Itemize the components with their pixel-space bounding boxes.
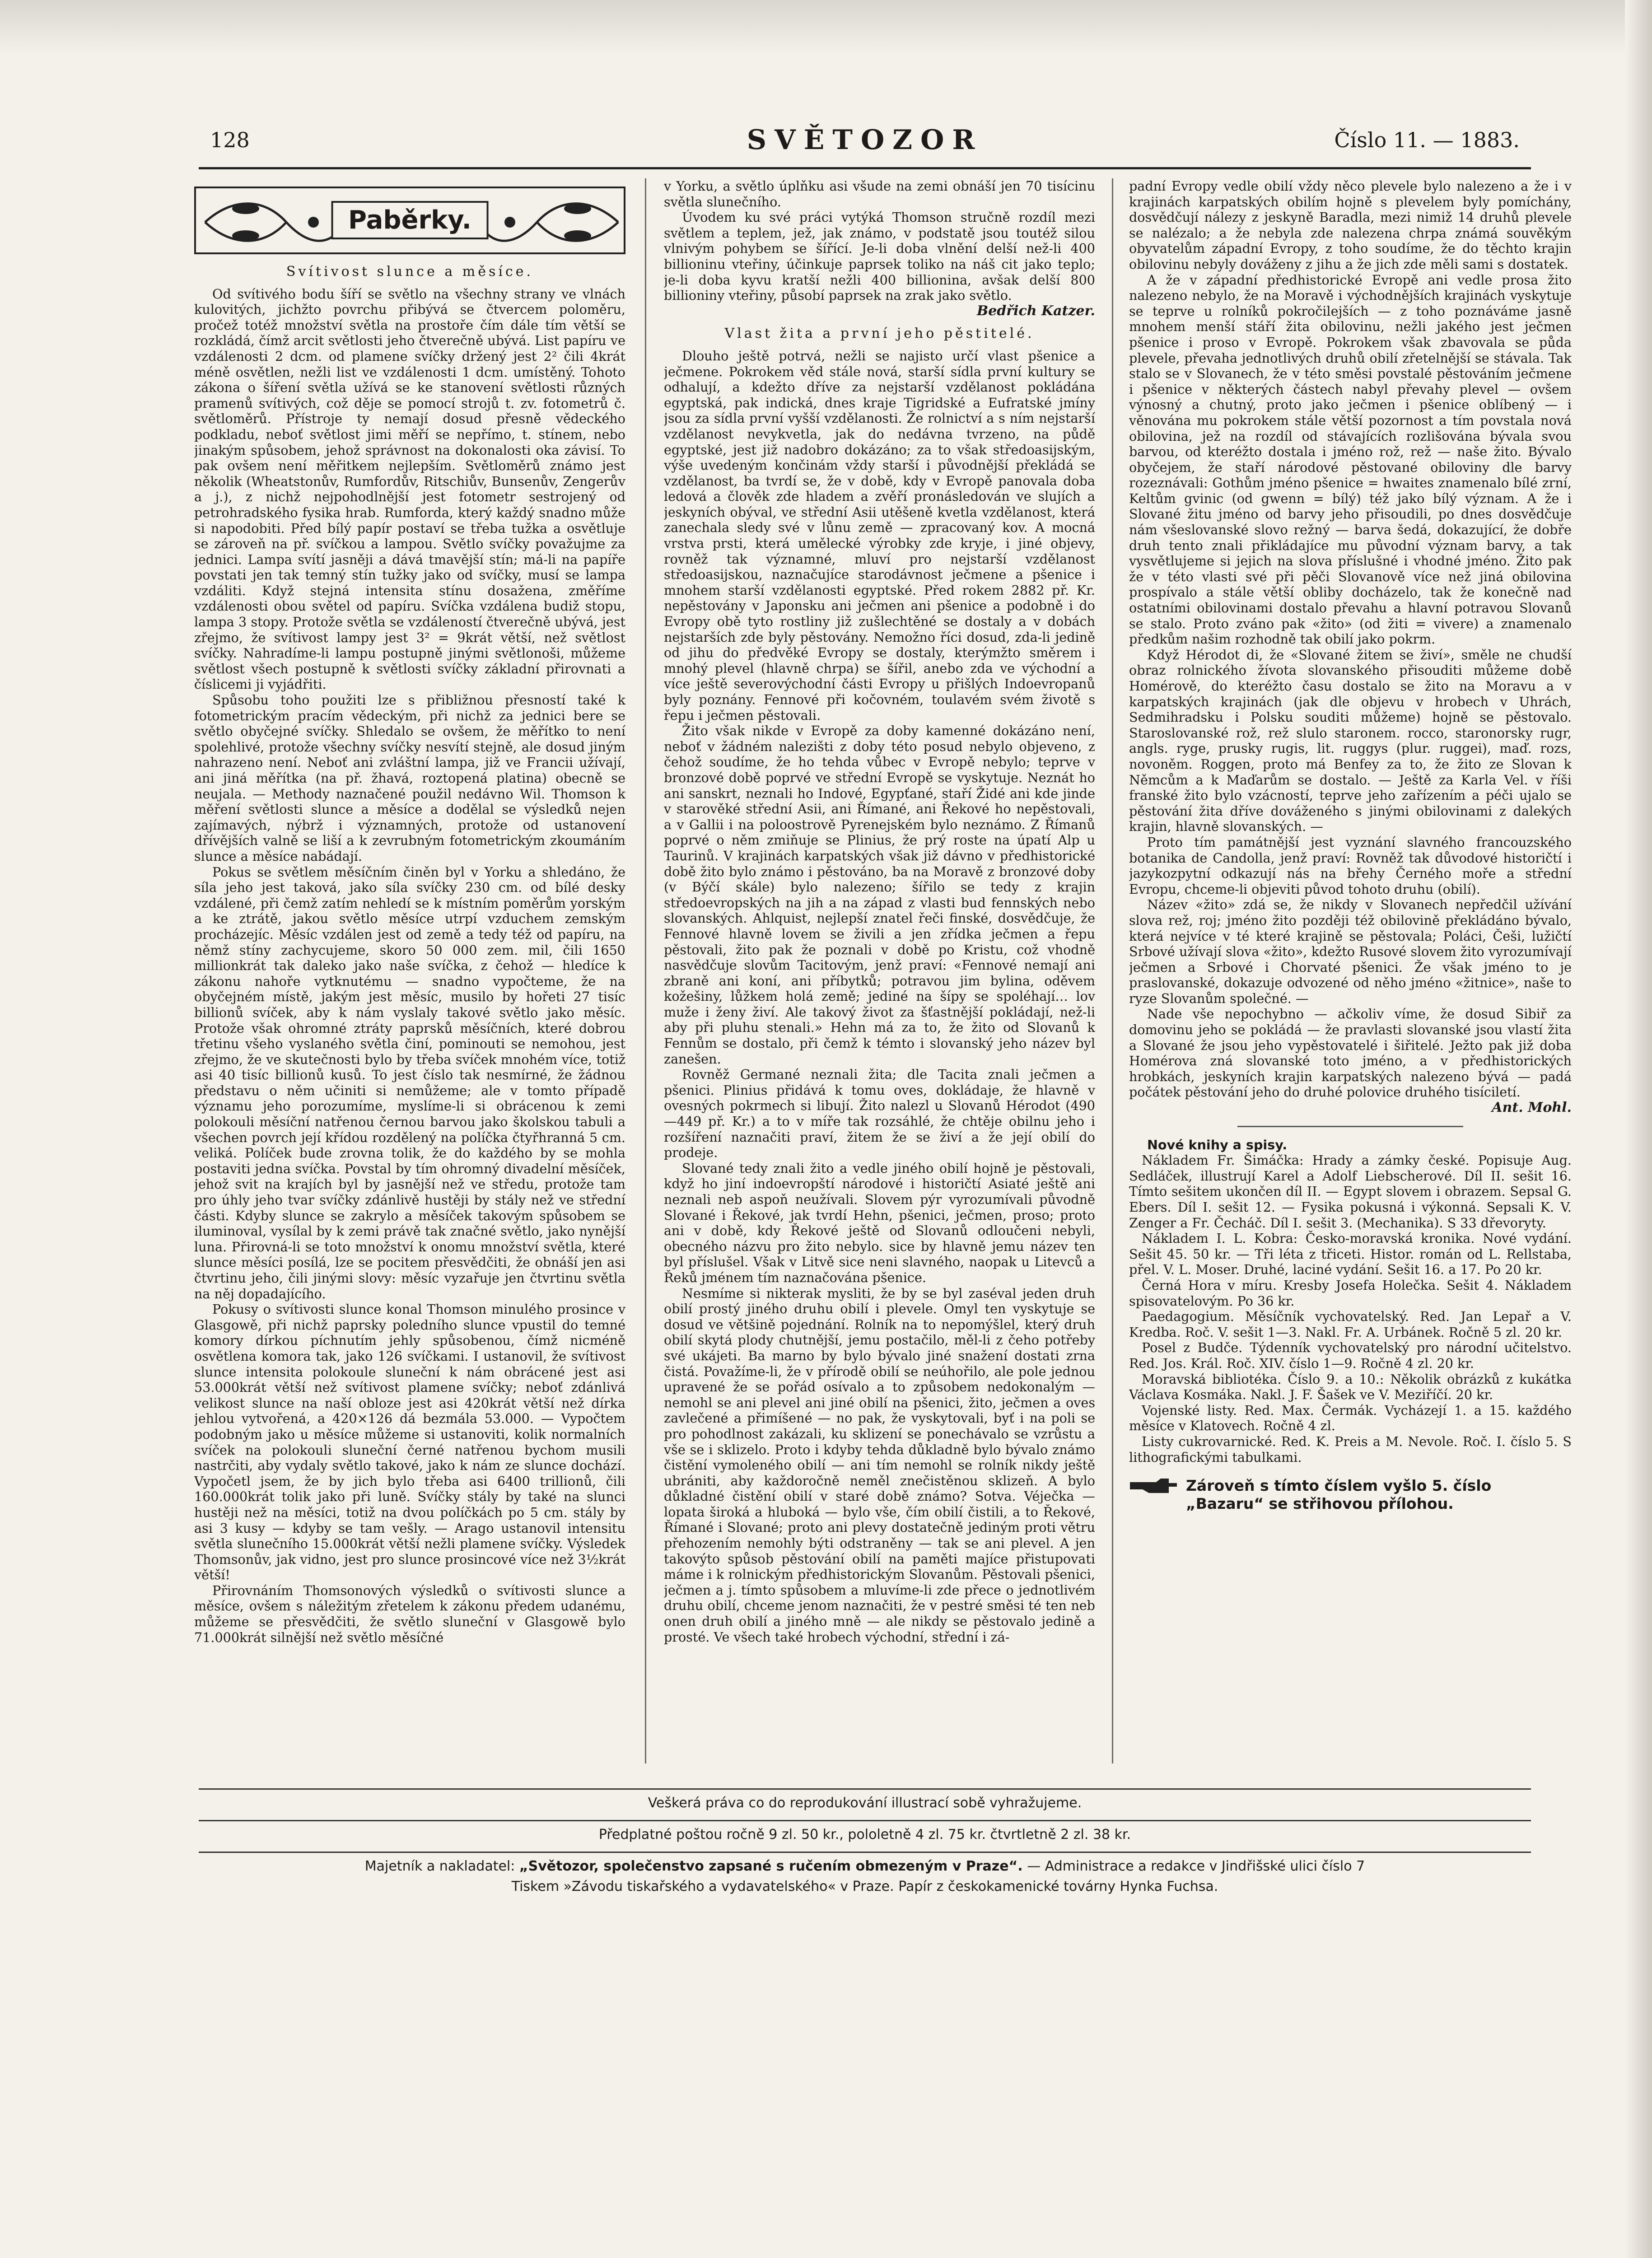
paragraph: Dlouho ještě potrvá, nežli se najisto určí vlast pšenice a ječmene. Pokrokem věd stále nová, starší sídla první kultury se odhalují, a kdežto dříve za nejstarší vzdělanost pokládána egyptská, pak indická, dnes kraje Tigridské a Eufratské jmíny jsou za sídla první vyšší vzdělanosti. Že rolnictví a s ním nejstarší vzdělanost nevykvetla, jak do nedávna tvrzeno, na půdě egyptské, jest již nadobro dokázáno; za to však středoasijským, výše uvedeným končinám vždy starší i původnější překládá se vzdělanost, ba tvrdí se, že v době, kdy v Evropě panovala doba ledová a člověk zde hladem a zvěří pronásledován ve slujích a jeskyních obýval, ve střední Asii utěšeně kvetla vzdělanost, která zanechala sledy své v lůnu země — zpracovaný kov. A mocná vrstva prsti, která umělecké výrobky zde kryje, i jiné objevy, rovněž tak významné, mluví pro nejstarší vzdělanost středoasijskou, naznačujíce starodávnost ječmene a pšenice i mnohem starší vzdělanosti egyptské. Před rokem 2882 př. Kr. nepěstovány v Japonsku ani ječmen ani pšenice a podobně i do Evropy obě tyto rostliny již zušlechtěné se dostaly a v dobách nejstarších zde byly pěstovány. Nemožno říci dosud, zda-li jedině od jihu do předvěké Evropy se dostaly, kterýmžto směrem i mnohý plevel (hlavně chrpa) se šířil, anebo zda ve východní a více ještě severovýchodní části Evropy u přišlých Indoevropanů byly poznány. Fennové při kočovném, toulavém svém životě s řepu i ječmen pěstovali. (664, 348, 1095, 723)
paragraph: Úvodem ku své práci vytýká Thomson stručně rozdíl mezi světlem a teplem, jež, jak známo, v podstatě jsou toutéž silou vlnivým pohybem se šířící. Je-li doba vlnění delší než-li 400 billioninu vteřiny, účinkuje paprsek toliko na náš cit jako teplo; je-li doba kyvu kratší nežli 400 billionina, avšak delší 800 billioniny vteřiny, působí paprsek na zrak jako světlo. (664, 210, 1095, 303)
paragraph: Nesmíme si nikterak mysliti, že by se byl zaséval jeden druh obilí prostý jiného druhu obilí i plevele. Omyl ten vyskytuje se dosud ve většině pojednání. Rolník na to nepomýšlel, který druh obilí skytá plody chutnější, jemu postačilo, měl-li z čeho potřeby své ukájeti. Ba marno by bylo bývalo jiné snažení dostati zrna čistá. Považíme-li, že v přírodě obilí se neúhořilo, ale pole jednou upravené že se pořád osívalo a to způsobem nedokonalým — nemohl se ani plevel ani jiné obilí na pšenici, žito, ječmen a oves zavlečené a přimíšené — no pak, že vyskytovali, byť i na poli se pro pohodlnost zakázali, ku sklizení se ponechávalo se vzrůstu a vše se i sklizelo. Proto i kdyby tehda důkladně bylo bývalo známo čistění vymoleného obilí — ani tím nemohl se rolník nikdy ještě ubrániti, aby každoročně neměl znečistěnou sklizeň. A bylo důkladné čistění obilí v staré době známo? Sotva. Véječka — lopata široká a hluboká — bylo vše, čím obilí čistili, a to Řekové, Římané i Slované; proto ani plevy dostatečně jediným proti větru přehozením nemohly býti odstraněny — tak se ani plevel. A jen takovýto spůsob pěstování obilí na paměti majíce přistupovati máme i k rolnickým předhistorickým Slovanům. Pěstovali pšenici, ječmen a j. tímto spůsobem a mluvíme-li zde přece o jednotlivém druhu obilí, chceme jenom naznačiti, že v pestré směsi té ten neb onen druh obilí a jiného mně — ale nikdy se pěstovalo jedině a prosté. Ve všech také hrobech východní, střední i zá- (664, 1285, 1095, 1645)
footer-rule (199, 1788, 1531, 1790)
paragraph: Pokus se světlem měsíčním činěn byl v Yorku a shledáno, že síla jeho jest taková, jako síla svíčky 230 cm. od bílé desky vzdálené, při čemž zatím nehledí se k místním poměrům yorským a ke ztrátě, jakou světlo měsíce utrpí vzduchem zemským procházejíc. Měsíc vzdálen jest od země a tedy též od papíru, na němž stíny zachycujeme, skoro 50 000 zem. mil, čili 1650 millionkrát tak daleko jako naše svíčka, z čehož — hledíce k zákonu nahoře vytknutému — snadno vypočteme, že na obyčejném místě, jakým jest měsíc, musilo by hořeti 27 tisíc billionů svíček, aby k nám vyslaly takové světlo jako měsíc. Protože však ohromné ztráty paprsků měsíčních, které dobrou třetinu všeho vyslaného světla činí, pominouti se nemohou, jest zřejmo, že ve skutečnosti bylo by třeba svíček mnohém více, totiž asi 40 tisíc billionů kusů. To jest číslo tak nesmírné, že žádnou představu o něm učiniti si nemůžeme; ale v tomto případě významu jeho porozumíme, myslíme-li si obrácenou k zemi polokouli měsíční natřenou černou barvou jako školskou tabuli a všechen povrch její křídou rozdělený na políčka čtyřhranná 5 cm. veliká. Políček bude zrovna tolik, že do každého by se mohla postaviti jedna svíčka. Povstal by tím ohromný divadelní měsíček, jehož svit na krajích byl by jasnější než ve středu, protože tam pro úhly jeho tvar svíčky zdánlivě hustěji by stály než ve střední části. Kdyby slunce se zakrylo a měsíček takovým spůsobem se iluminoval, vysílal by k zemi právě tak značné světlo, jako nynější luna. Přirovná-li se toto množství k onomu množství světla, které slunce měsíci posílá, lze se pocitem přesvědčiti, že obnáší jen asi čtvrtinu jeho, čili jinými slovy: měsíc vyzařuje jen čtvrtinu světla na něj dopadajícího. (194, 864, 625, 1302)
paragraph: v Yorku, a světlo úplňku asi všude na zemi obnáší jen 70 tisícinu světla slunečního. (664, 178, 1095, 210)
book-entry: Listy cukrovarnické. Red. K. Preis a M. Nevole. Roč. I. číslo 5. S lithografickými tabulkami. (1129, 1433, 1572, 1465)
book-entry: Paedagogium. Měsíčník vychovatelský. Red. Jan Lepař a V. Kredba. Roč. V. sešit 1—3. Nakl. Fr. A. Urbánek. Ročně 5 zl. 20 kr. (1129, 1309, 1572, 1340)
books-list (1129, 1152, 1572, 1465)
paragraph: Od svítivého bodu šíří se světlo na všechny strany ve vlnách kulovitých, jichžto povrchu přibývá se čtvercem poloměru, pročež totéž množství světla na prostoře čím dále tím větší se rozkládá, čímž arcit světlosti jeho čtverečně ubývá. List papíru ve vzdálenosti 2 dcm. od plamene svíčky držený jest 2² čili 4krát méně osvětlen, nežli list ve vzdálenosti 1 dcm. umístěný. Tohoto zákona o šíření světla užívá se ke stanovení světlosti různých pramenů svítivých, což děje se pomocí strojů t. zv. fotometrů č. světloměrů. Přístroje ty nemají dosud přesně vědeckého podkladu, neboť světlost jimi měří se nepřímo, t. stínem, nebo jinakým spůsobem, jehož správnost na dokonalosti oka závisí. To pak ovšem není měřitkem nejlepším. Světloměrů známo jest několik (Wheatstonův, Rumfordův, Ritschiův, Bunsenův, Zengerův a j.), z nichž nejpohodlnější jest fotometr sestrojený od petrohradského fysika hrab. Rumforda, který každý snadno může si napodobiti. Před bílý papír postaví se třeba tužka a osvětluje se zároveň na př. svíčkou a lampou. Světlo svíčky považujme za jednici. Lampa svítí jasněji a dává tmavější stín; má-li na papíře povstati jen tak temný stín tužky jako od svíčky, musí se lampa vzdáliti. Když stejná intensita stínu dosažena, změříme vzdálenosti obou světel od papíru. Svíčka vzdálena budiž stopu, lampa 3 stopy. Protože světla se vzdáleností čtverečně ubývá, jest zřejmo, že svítivost lampy jest 3² = 9krát větší, než světlost svíčky. Nahradíme-li lampu postupně jinými světlonoši, můžeme světlost všech postupně k světlosti svíčky základní přirovnati a číslicemi ji vyjádřiti. (194, 286, 625, 692)
paragraph: padní Evropy vedle obilí vždy něco plevele bylo nalezeno a že i v krajinách karpatských obilím hojně s plevelem byly pomíchány, dosvědčují nálezy z jeskyně Baradla, mezi nimiž 14 druhů plevele se nalézalo; a že nebyla zde nalezena chrpa známá souvěkým obyvatelům západní Evropy, z toho soudíme, že do těchto krajin obilovinu nebyly dováženy z jihu a že jich zde měli sami s dostatek. (1129, 178, 1572, 272)
article-signature: Bedřich Katzer. (976, 303, 1095, 319)
column-3 (1129, 178, 1572, 1773)
publisher-line (199, 1858, 1531, 1874)
column-2 (664, 178, 1095, 1773)
paragraph: Nade vše nepochybno — ačkoliv víme, že dosud Sibiř za domovinu jeho se pokládá — že pravlasti slovanské jsou vlastí žita a Slované že jsou jeho vypěstovatelé i šiřitelé. Ježto pak již doba Homérova zná slovanské toto jméno, a v předhistorických hrobkách, jeskyních krajin karpatských nalezeno bývá — padá počátek pěstování jeho do druhé polovice druhého tisíciletí. (1129, 1006, 1572, 1100)
book-entry: Moravská bibliotéka. Číslo 9. a 10.: Několik obrázků z kukátka Václava Kosmáka. Nakl. J. F. Šašek ve V. Meziříčí. 20 kr. (1129, 1371, 1572, 1403)
column-divider (645, 178, 646, 1763)
article-heading: Svítivost slunce a měsíce. (286, 264, 534, 280)
masthead-title: SVĚTOZOR (747, 124, 983, 156)
paragraph: Když Hérodot di, že «Slované žitem se živí», směle ne chudší obraz rolnického žívota slovanského přisouditi můžeme době Homérově, do kteréžto času dostalo se žito na Moravu a v karpatských krajinách (jak dle objevu v hrobech v Uhrách, Sedmihradsku i Polsku souditi můžeme) hojně se pěstovalo. Staroslovanské rož, rež slulo staronem. rocco, staronorsky rugr, angls. ryge, prusky rugis, lit. ruggys (plur. ruggei), maď. rozs, novoněm. Roggen, proto má Benfey za to, že žito ze Slovan k Němcům a k Maďarům se dostalo. — Ještě za Karla Vel. v říši franské žito bylo vzácností, teprve jeho zařízením a péči ujalo se pěstování žita dříve dováženého s jinými obilovinami z dalekých krajin, hlavně slovanských. — (1129, 647, 1572, 835)
page-number: 128 (210, 128, 250, 152)
book-entry: Nákladem Fr. Šimáčka: Hrady a zámky české. Popisuje Aug. Sedláček, illustrují Karel a Adolf Liebscherové. Díl II. sešit 16. Tímto sešitem ukončen díl II. — Egypt slovem i obrazem. Sepsal G. Ebers. Díl I. sešit 12. — Fysika pokusná i výkonná. Sepsali K. V. Zenger a Fr. Čecháč. Díl I. sešit 3. (Mechanika). S 33 dřevoryty. (1129, 1152, 1572, 1231)
footer-rule (199, 1820, 1531, 1821)
paragraph: Proto tím památnější jest vyznání slavného francouzského botanika de Candolla, jenž praví: Rovněž tak důvodové historičtí i jazykozpytní odkazují nás na břehy Černého moře a střední Evropu, chceme-li objeviti původ tohoto druhu (obilí). (1129, 834, 1572, 897)
paragraph: Žito však nikde v Evropě za doby kamenné dokázáno není, neboť v žádném nalezišti z doby této posud nebylo objeveno, z čehož soudíme, že ho tehda vůbec v Evropě nebylo; teprve v bronzové době poprvé ve střední Evropě se vyskytuje. Neznát ho ani sanskrt, neznali ho Indové, Egypťané, staří Židé ani kde jinde v starověké střední Asii, ani Římané, ani Řekové ho nepěstovali, a v Gallii i na poloostrově Pyrenejském bylo neznámo. Z Římanů poprvé o něm zmiňuje se Plinius, že prý roste na úpatí Alp u Taurinů. V krajinách karpatských však již dávno v předhistorické době žito bylo známo i pěstováno, ba na Moravě z bronzové doby (v Býčí skále) bylo nalezeno; šířilo se tedy z krajin středoevropských na jih a na západ z vlasti bud fennských nebo slovanských. Ahlquist, nejlepší znatel řeči finské, dosvědčuje, že Fennové hlavně lovem se živili a jen zřídka ječmen a řepu pěstovali, žito pak že poznali v době po Kristu, což vhodně nasvědčuje slovům Tacitovým, jenž praví: «Fennové nemají ani zbraně ani koní, ani příbytků; potravou jim bylina, oděvem kožešiny, lůžkem holá země; jediné na šípy se spoléhají… lov muže i ženy živí. Ale takový život za šťastnější pokládají, než-li aby při pluhu stenali.» Hehn má za to, že žito od Slovanů k Fennům se dostalo, při čemž k témto i slovanský jeho název byl zanešen. (664, 723, 1095, 1067)
notice-text: Zároveň s tímto číslem vyšlo 5. číslo „Bazaru“ se střihovou přílohou. (1186, 1477, 1492, 1513)
header-rule (199, 167, 1531, 169)
issue-number: Číslo 11. — 1883. (1334, 128, 1520, 152)
book-entry: Vojenské listy. Red. Max. Čermák. Vycházejí 1. a 15. každého měsíce v Klatovech. Ročně 4 zl. (1129, 1402, 1572, 1434)
rights-notice: Veškerá práva co do reprodukování illustrací sobě vyhražujeme. (648, 1795, 1082, 1811)
paberky-banner (194, 187, 625, 254)
article-signature: Ant. Mohl. (1492, 1100, 1572, 1116)
page-top-edge (0, 0, 1652, 90)
paragraph: Přirovnáním Thomsonových výsledků o svítivosti slunce a měsíce, ovšem s náležitým zřetelem k zákonu předem udanému, můžeme se přesvědčiti, že světlo sluneční v Glasgowě bylo 71.000krát silnější než světlo měsíčné (194, 1582, 625, 1645)
printer-line: Tiskem »Závodu tiskařského a vydavatelského« v Praze. Papír z českokamenické továrny Hynka Fuchsa. (511, 1879, 1218, 1894)
book-entry: Nákladem I. L. Kobra: Česko-moravská kronika. Nové vydání. Sešit 45. 50 kr. — Tři léta z třiceti. Histor. román od L. Rellstaba, přel. V. L. Moser. Druhé, laciné vydání. Sešit 16. a 17. Po 20 kr. (1129, 1231, 1572, 1278)
paragraph: Slované tedy znali žito a vedle jiného obilí hojně je pěstovali, když ho jiní indoevropští národové i historičtí Asiaté ještě ani neznali neb aspoň neužívali. Slovem pýr vyrozumívali původně Slované i Řekové, jak tvrdí Hehn, pšenici, ječmen, proso; proto ani v době, kdy Řekové ještě od Slovanů odloučeni nebyli, obecného názvu pro žito nebylo. sice by hlavně jemu název ten byl příslušel. Však v Litvě sice neni slavného, naopak u Litevců a Řeků jménem tím naznačována pšenice. (664, 1160, 1095, 1285)
book-entry: Černá Hora v míru. Kresby Josefa Holečka. Sešit 4. Nákladem spisovatelovým. Po 36 kr. (1129, 1277, 1572, 1309)
paragraph: Pokusy o svítivosti slunce konal Thomson minulého prosince v Glasgowě, při nichž paprsky poledního slunce vpustil do temné komory dírkou píchnutím jehly spůsobenou, čímž nicméně osvětlena komora tak, jako 126 svíčkami. I ustanovil, že svítivost slunce intensita polokoule sluneční k nám obrácené jest asi 53.000krát větší než svítivost plamene svíčky; neboť zdánlivá velikost slunce na naší obloze jest asi 420krát větší než dírka jehlou vytvořená, a 420×126 dá bezmála 53.000. — Vypočtem podobným jako u měsíce můžeme si ustanoviti, kolik normalních svíček na polokouli sluneční černé natřenou bychom musili nastrčiti, aby vydaly světlo takové, jako k nám ze slunce dochází. Vypočetl jsem, že by jich bylo třeba asi 6400 trillionů, čili 160.000krát tolik jako při luně. Svíčky stály by také na slunci hustěji než na měsíci, totiž na dvou políčkách po 5 cm. stály by asi 3 kusy — kdyby se tam vešly. — Arago ustanovil intensitu světla slunečního 15.000krát větší nežli plamene svíčky. Výsledek Thomsonův, jak vidno, jest pro slunce prosincové více než 3½krát větší! (194, 1302, 625, 1583)
footer-rule (199, 1852, 1531, 1853)
banner-label: Paběrky. (331, 201, 489, 239)
paragraph: A že v západní předhistorické Evropě ani vedle prosa žito nalezeno nebylo, že na Moravě i východnějších krajinách vyskytuje se teprve u rolníků pokročilejších — z toho poznáváme jasně mnohem menší stáří žita obilovinu, nežli jakého jest ječmen pšenice i proso v Evropě. Pokrokem však zbavovala se půda plevele, převaha jednotlivých druhů obilí zřetelnější se stávala. Tak stalo se v Slovanech, že v této směsi povstalé pěstováním ječmene i pšenice v některých částech nabyl převahy plevel — ovšem výnosný a chutný, proto jako ječmen i pšenice oblíbený — i věnována mu pokrokem stále větší pozornost a tím povstala nová obilovina, jež na rozdíl od stávajících rozlišována bývala svou barvou, od kteréžto dostala i jméno rož, rež — naše žito. Bývalo obyčejem, že staří národové pěstované obiloviny dle barvy rozeznávali: Gothům jméno pšenice = hwaites znamenalo bílé zrní, Keltům gvinic (od gwenn = bílý) též jako bílý význam. A že i Slované žitu jméno od barvy jeho přisoudili, po dnes dosvědčuje nám všeslovanské slovo režný — barva šedá, dokazující, že dobře druh tento znali přikládajíce mu původní význam barvy, a tak vysvětlujeme si jejich na slova příslušné i vhodné jméno. Žito pak že v této vlasti své při pěči Slovanově více než jiná obilovina prospívalo a stále větší obliby docházelo, tak že konečně nad ostatními obilovinami dostalo převahu a hlavní potravou Slovanů se stalo. Proto zváno pak «žito» (od žiti = vivere) a znamenalo předkům našim rozhodně tak obilí jako pokrm. (1129, 272, 1572, 647)
publisher-suffix: — Administrace a redakce v Jindřišské ulici číslo 7 (1027, 1858, 1365, 1874)
column-1 (194, 178, 625, 1773)
publisher-name: „Světozor, společenstvo zapsané s ručením obmezeným v Praze“. (519, 1858, 1023, 1874)
page-right-edge (1625, 0, 1652, 2258)
book-entry: Posel z Budče. Týdenník vychovatelský pro národní učitelstvo. Red. Jos. Král. Roč. XIV. číslo 1—9. Ročně 4 zl. 20 kr. (1129, 1340, 1572, 1371)
publisher-prefix: Majetník a nakladatel: (364, 1858, 515, 1874)
article-heading: Vlast žita a první jeho pěstitelé. (724, 326, 1035, 342)
paragraph: Rovněž Germané neznali žita; dle Tacita znali ječmen a pšenici. Plinius přidává k tomu oves, dokládaje, že hlavně v ovesných pokrmech si libují. Žito nalezl u Slovanů Hérodot (490—449 př. Kr.) a to v míře tak rozsáhlé, že chtěje obilnu jeho i rozšíření naznačiti praví, žitem že se živí a že její obilí do prodeje. (664, 1067, 1095, 1161)
books-section-title: Nové knihy a spisy. (1147, 1137, 1288, 1152)
column-divider (1112, 178, 1113, 1763)
page-header (210, 124, 1520, 160)
pointing-hand-icon (1129, 1477, 1179, 1495)
section-divider (1237, 1126, 1463, 1127)
paragraph: Název «žito» zdá se, že nikdy v Slovanech nepředčil užívání slova rež, roj; jméno žito později též obilovině překládáno bývalo, která nejvíce v té které krajině se pěstovala; Poláci, Češi, lužičtí Srbové užívají slova «žito», kdežto Rusové slovem žito vyrozumívají ječmen a Srbové i Chorvaté pšenici. Že však jméno to je praslovanské, dokazuje odvozené od něho jméno «žitnice», naše to ryze Slovanům společné. — (1129, 897, 1572, 1006)
paragraph: Spůsobu toho použiti lze s přibližnou přesností také k fotometrickým pracím vědeckým, při nichž za jednici bere se světlo obyčejné svíčky. Shledalo se ovšem, že měřítko to není spolehlivé, protože všechny svíčky nesvítí stejně, ale dosud jiným nahrazeno není. Neboť ani zvláštní lampa, již ve Francii užívají, ani jiná měřítka (na př. žhavá, roztopená platina) obecně se neujala. — Methody naznačené použil nedávno Wil. Thomson k měření světlosti slunce a měsíce a dodělal se výsledků nejen zajímavých, nýbrž i významných, protože od ustanovení dřívějších valně se liší a k zevrubným fotometrickým zkoumáním slunce a měsíce nabádají. (194, 692, 625, 864)
bazar-notice (1129, 1477, 1572, 1513)
subscription-notice: Předplatné poštou ročně 9 zl. 50 kr., pololetně 4 zl. 75 kr. čtvrtletně 2 zl. 38 kr. (598, 1827, 1131, 1843)
